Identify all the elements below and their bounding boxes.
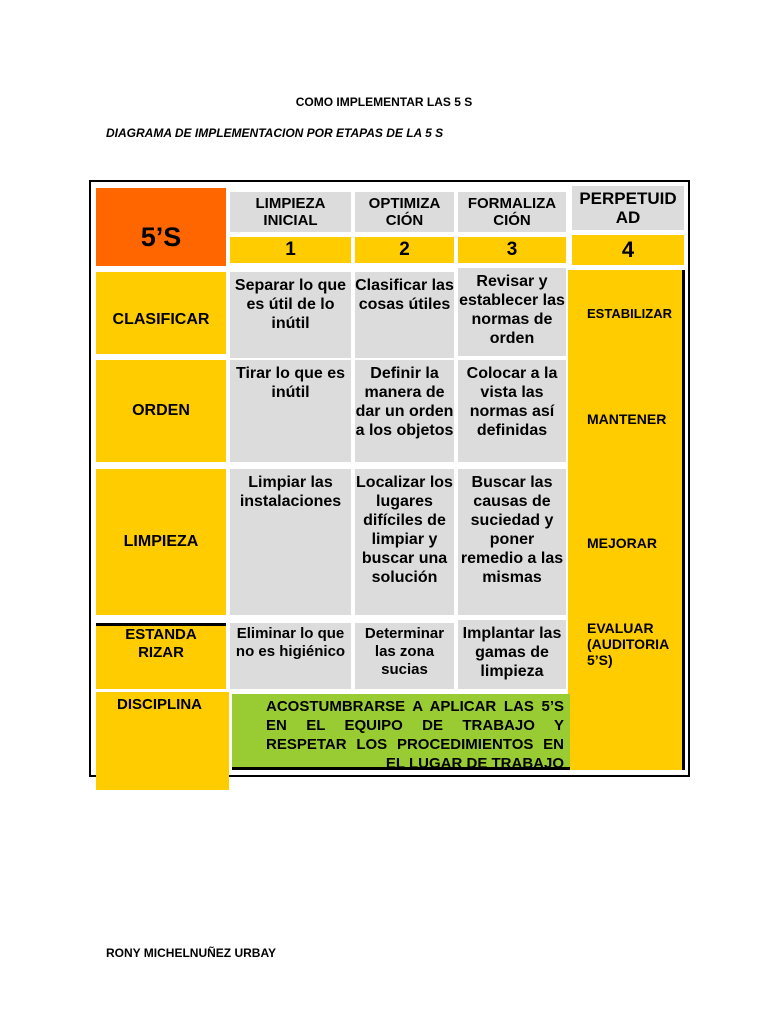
stage-header-3: FORMALIZA CIÓN bbox=[458, 192, 566, 232]
stage-number-4: 4 bbox=[572, 235, 684, 265]
side-item-evaluar: EVALUAR (AUDITORIA 5’S) bbox=[587, 620, 669, 668]
cell-orden-stage-2: Definir la manera de dar un orden a los objetos bbox=[355, 360, 454, 462]
implementation-table bbox=[89, 180, 690, 777]
cell-limpieza-stage-2: Localizar los lugares difíciles de limpiar y buscar una solución bbox=[355, 469, 454, 615]
cell-estandarizar-stage-1: Eliminar lo que no es higiénico bbox=[230, 623, 351, 689]
corner-5s-cell: 5’S bbox=[96, 188, 226, 266]
document-title: COMO IMPLEMENTAR LAS 5 S bbox=[295, 95, 473, 109]
stage-header-2: OPTIMIZA CIÓN bbox=[355, 192, 454, 232]
stage-number-1: 1 bbox=[230, 237, 351, 263]
stage-number-2: 2 bbox=[355, 237, 454, 263]
cell-clasificar-stage-1: Separar lo que es útil de lo inútil bbox=[230, 272, 351, 358]
side-item-mejorar: MEJORAR bbox=[587, 535, 658, 551]
cell-estandarizar-stage-3: Implantar las gamas de limpieza bbox=[458, 620, 566, 689]
row-label-estandarizar: ESTANDA RIZAR bbox=[96, 623, 226, 689]
document-subtitle: DIAGRAMA DE IMPLEMENTACION POR ETAPAS DE LA 5 S bbox=[106, 126, 444, 140]
side-item-estabilizar: ESTABILIZAR bbox=[587, 305, 672, 321]
row-label-orden: ORDEN bbox=[96, 360, 226, 462]
stage-header-4: PERPETUID AD bbox=[572, 186, 684, 230]
author-name: RONY MICHELNUÑEZ URBAY bbox=[106, 946, 277, 960]
cell-orden-stage-1: Tirar lo que es inútil bbox=[230, 360, 351, 462]
cell-clasificar-stage-2: Clasificar las cosas útiles bbox=[355, 272, 454, 358]
cell-orden-stage-3: Colocar a la vista las normas así definidas bbox=[458, 360, 566, 462]
cell-limpieza-stage-3: Buscar las causas de suciedad y poner remedio a las mismas bbox=[458, 469, 566, 615]
stage-number-3: 3 bbox=[458, 237, 566, 263]
stage-header-1: LIMPIEZA INICIAL bbox=[230, 192, 351, 232]
discipline-description: ACOSTUMBRARSE A APLICAR LAS 5’S EN EL EQUIPO DE TRABAJO Y RESPETAR LOS PROCEDIMIENTOS EN EL LUGAR DE TRABAJO bbox=[232, 694, 570, 770]
row-label-limpieza: LIMPIEZA bbox=[96, 469, 226, 615]
cell-limpieza-stage-1: Limpiar las instalaciones bbox=[230, 469, 351, 615]
cell-clasificar-stage-3: Revisar y establecer las normas de orden bbox=[458, 268, 566, 356]
side-item-mantener: MANTENER bbox=[587, 411, 667, 427]
perpetuity-column bbox=[568, 270, 685, 770]
row-label-clasificar: CLASIFICAR bbox=[96, 272, 226, 354]
cell-estandarizar-stage-2: Determinar las zona sucias bbox=[355, 623, 454, 689]
row-label-disciplina: DISCIPLINA bbox=[96, 692, 229, 790]
